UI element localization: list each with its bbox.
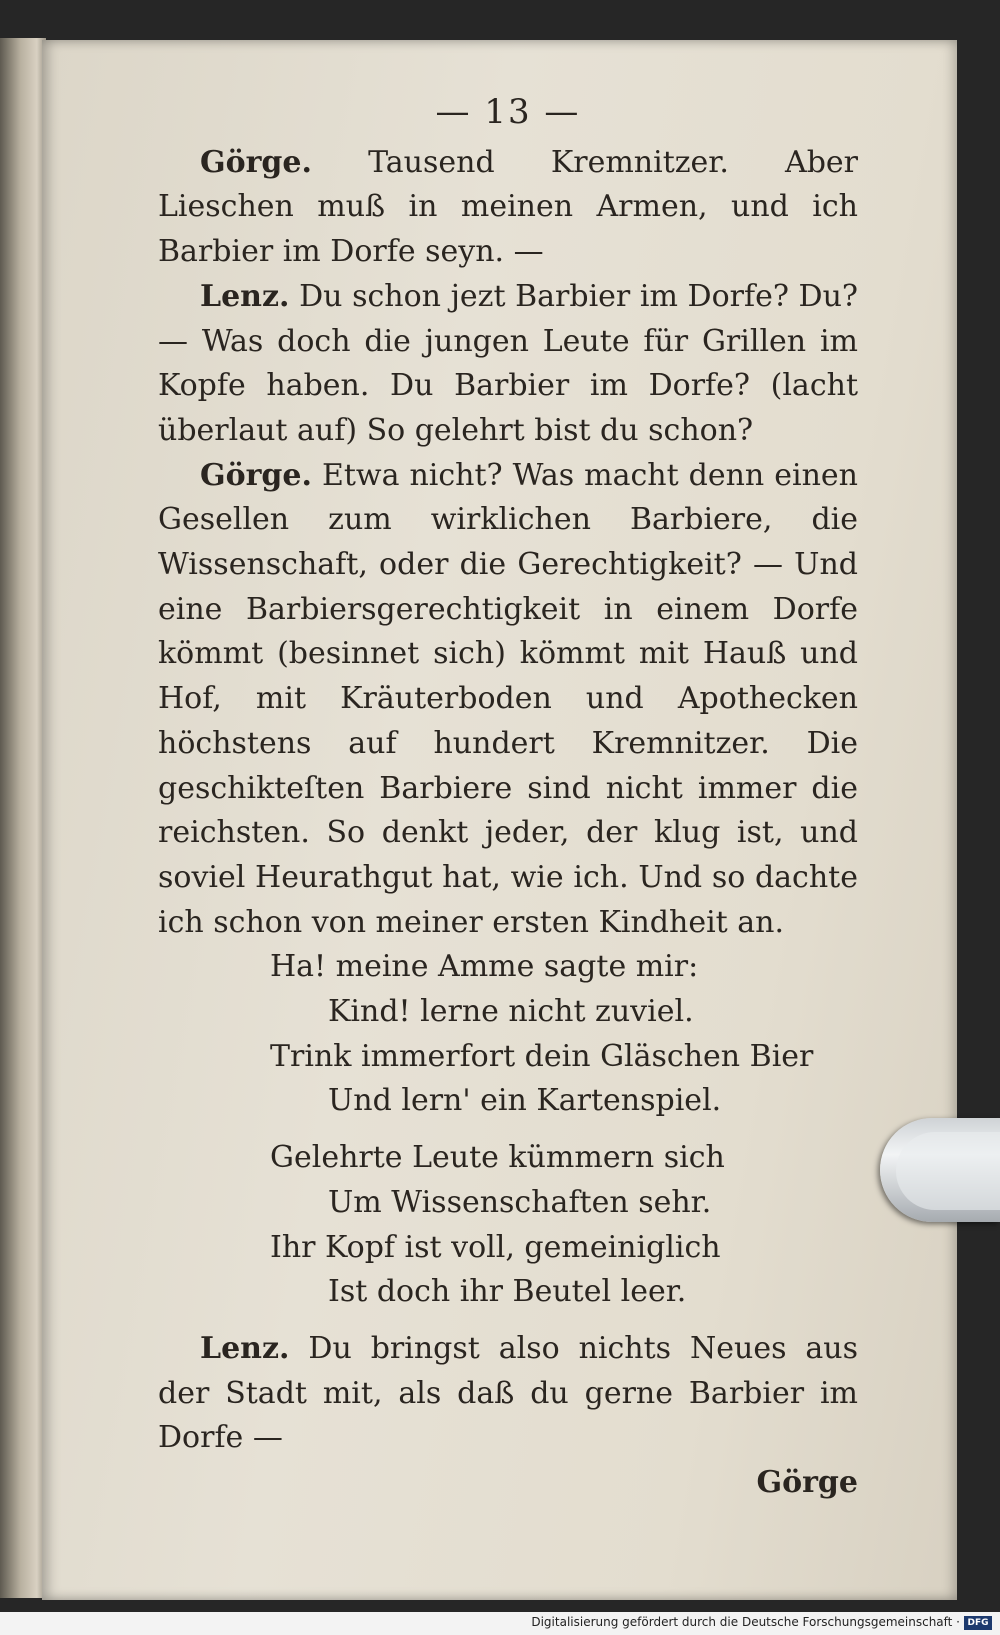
- catchword: Görge: [756, 1465, 858, 1501]
- verse-line: Kind! lerne nicht zuviel.: [328, 994, 694, 1030]
- paragraph: [158, 454, 858, 946]
- stanza-gap: [158, 1315, 858, 1327]
- speaker-name: Lenz.: [200, 278, 290, 314]
- previous-page-edge: [0, 38, 46, 1598]
- paragraph: [158, 1327, 858, 1461]
- verse-stanza: [158, 1136, 858, 1315]
- verse-line: Ihr Kopf ist voll, gemeiniglich: [270, 1229, 721, 1265]
- page-clip-highlight: [896, 1132, 1000, 1210]
- verse-line: Um Wissenschaften sehr.: [328, 1184, 712, 1220]
- verse-line: Und lern' ein Kartenspiel.: [328, 1083, 722, 1119]
- paragraph: [158, 275, 858, 454]
- speaker-name: Lenz.: [200, 1330, 290, 1366]
- paragraph: [158, 141, 858, 275]
- verse-line: Trink immerfort dein Gläschen Bier: [270, 1038, 814, 1074]
- speaker-name: Görge.: [200, 144, 312, 180]
- footer-bar: [0, 1612, 1000, 1635]
- verse-line: Ha! meine Amme sagte mir:: [270, 949, 699, 985]
- verse-line: Gelehrte Leute kümmern sich: [270, 1140, 725, 1176]
- dialogue-text: Du bringst also nichts Neues aus der Stadt mit, als daß du gerne Barbier im Dorfe —: [158, 1330, 858, 1456]
- funding-credit: Digitalisierung gefördert durch die Deutsche Forschungsgemeinschaft ·: [531, 1615, 960, 1629]
- stanza-gap: [158, 1124, 858, 1136]
- speaker-name: Görge.: [200, 457, 312, 493]
- dialogue-text: Etwa nicht? Was macht denn einen Gesellen zum wirklichen Barbiere, die Wissenschaft, oder die Gerechtigkeit? — Und eine Barbiersgerechtigkeit in einem Dorfe kömmt (besinnet sich) kömmt mit Hauß und Hof, mit Kräuterboden und Apothecken höchstens auf hundert Kremnitzer. Die geschikteſten Barbiere sind nicht immer die reichsten. So denkt jeder, der klug ist, und soviel Heurathgut hat, wie ich. Und so dachte ich schon von meiner ersten Kindheit an.: [158, 457, 858, 940]
- dialogue-text: Tausend Kremnitzer. Aber Lieschen muß in meinen Armen, und ich Barbier im Dorfe seyn. —: [158, 144, 858, 270]
- page-number: — 13 —: [435, 92, 581, 132]
- page-text: [158, 90, 858, 1506]
- verse-stanza: [158, 945, 858, 1124]
- dialogue-text: Du schon jezt Barbier im Dorfe? Du? — Was doch die jungen Leute für Grillen im Kopfe haben. Du Barbier im Dorfe? (lacht überlaut auf) So gelehrt bist du schon?: [158, 278, 858, 448]
- dfg-logo-icon: DFG: [964, 1616, 992, 1630]
- verse-line: Ist doch ihr Beutel leer.: [328, 1274, 687, 1310]
